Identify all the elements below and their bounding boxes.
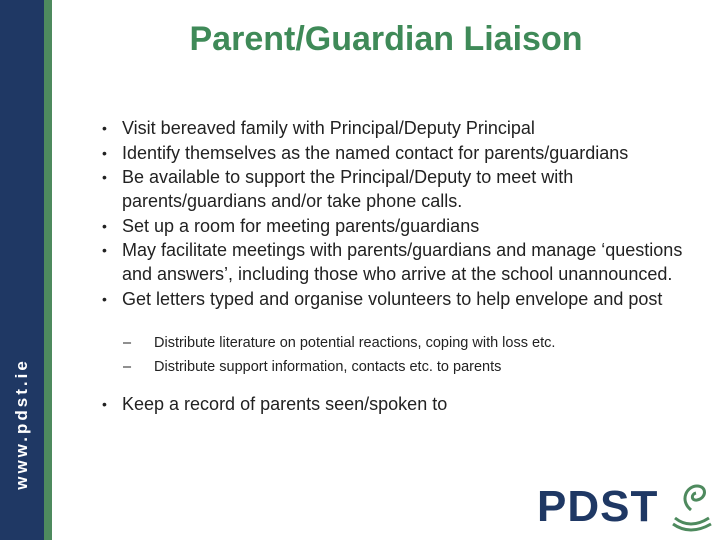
bullet-text: Get letters typed and organise volunteers to help envelope and post xyxy=(122,288,663,309)
slide-title: Parent/Guardian Liaison xyxy=(189,20,583,58)
bullet-dot: • xyxy=(102,395,107,412)
bullet-text: Visit bereaved family with Principal/Deputy Principal xyxy=(122,118,535,138)
bullet-item xyxy=(98,238,703,286)
bullet-dot: • xyxy=(102,144,107,161)
pdst-logo-swirl-icon xyxy=(665,478,715,534)
bullet-item xyxy=(98,392,703,416)
sub-bullet-text: Distribute literature on potential reactions, coping with loss etc. xyxy=(154,334,556,351)
pdst-logo xyxy=(537,478,715,534)
sidebar-accent-stripe xyxy=(44,0,52,540)
bullet-text: May facilitate meetings with parents/guardians and manage ‘questions and answers’, including those who arrive at the school unannounced. xyxy=(122,240,683,284)
bullet-dot: • xyxy=(102,242,107,258)
bullet-text: Keep a record of parents seen/spoken to xyxy=(122,393,448,414)
bullet-item xyxy=(98,141,703,165)
sub-bullet-dash: – xyxy=(123,334,132,351)
bullet-text: Identify themselves as the named contact for parents/guardians xyxy=(122,142,629,163)
sidebar-bar xyxy=(0,0,44,540)
sub-bullet-item xyxy=(98,331,703,355)
bullet-item xyxy=(98,165,703,213)
bullet-dot: • xyxy=(102,290,107,307)
bullet-item xyxy=(98,116,703,140)
sub-bullet-text: Distribute support information, contacts etc. to parents xyxy=(154,358,502,375)
bullet-text: Be available to support the Principal/Deputy to meet with parents/guardians and/or take phone calls. xyxy=(122,167,574,211)
sub-bullet-list xyxy=(98,331,703,379)
bullet-dot: • xyxy=(102,217,107,234)
logo-text: PDST xyxy=(537,482,659,531)
bullet-item xyxy=(98,287,703,311)
bullet-dot: • xyxy=(102,120,107,136)
sub-bullet-item xyxy=(98,355,703,379)
bullet-text: Set up a room for meeting parents/guardians xyxy=(122,215,480,236)
bullet-list xyxy=(98,116,703,416)
bullet-item xyxy=(98,214,703,238)
sub-bullet-dash: – xyxy=(123,358,132,375)
website-url: www.pdst.ie xyxy=(12,358,31,490)
bullet-dot: • xyxy=(102,169,107,185)
